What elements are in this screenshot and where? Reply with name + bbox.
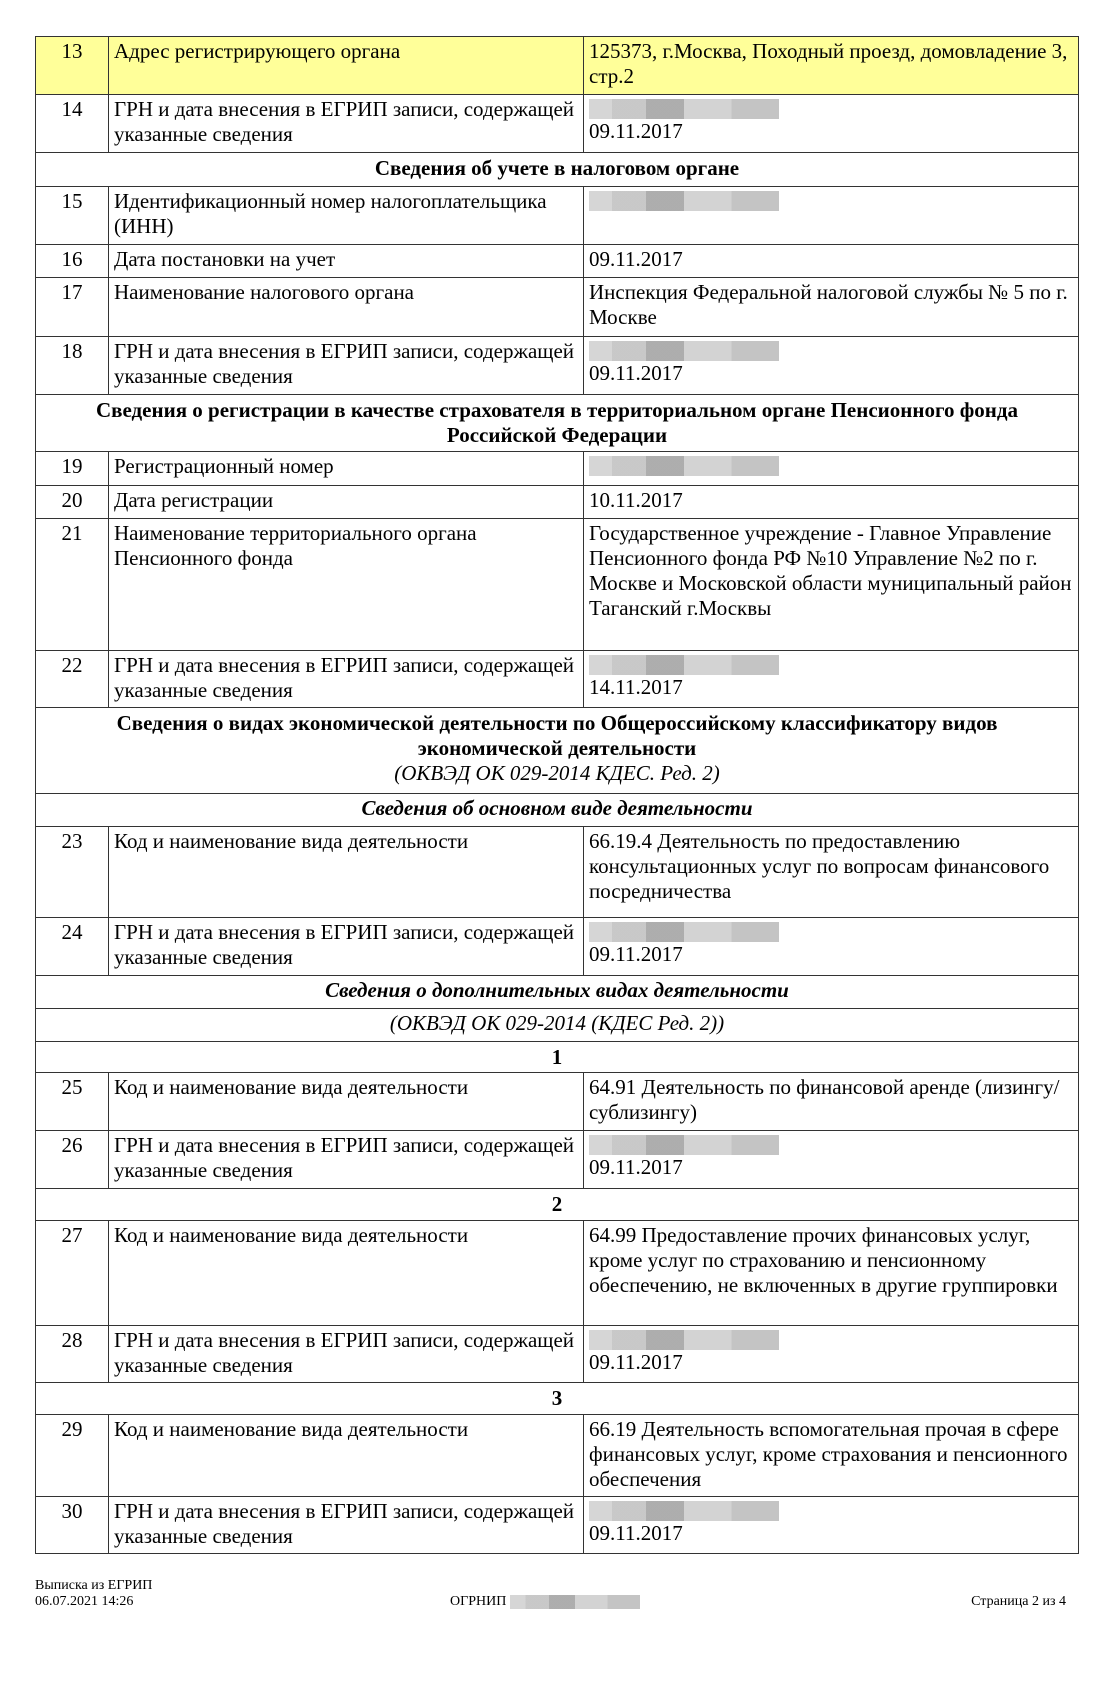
row-value-text: 09.11.2017 <box>589 1155 683 1179</box>
row-number: 14 <box>36 95 109 153</box>
row-value-text: 09.11.2017 <box>589 1350 683 1374</box>
row-label: Адрес регистрирующего органа <box>109 37 584 95</box>
row-number: 13 <box>36 37 109 95</box>
row-number: 30 <box>36 1497 109 1554</box>
row-value <box>584 1073 1079 1131</box>
section-header <box>36 1383 1079 1415</box>
row-value <box>584 187 1079 245</box>
table-row <box>36 1497 1079 1554</box>
table-row <box>36 245 1079 278</box>
row-label: Дата регистрации <box>109 486 584 519</box>
row-value <box>584 1497 1079 1554</box>
row-value <box>584 95 1079 153</box>
row-number: 17 <box>36 278 109 337</box>
row-number: 27 <box>36 1221 109 1326</box>
row-value-text: 125373, г.Москва, Походный проезд, домовладение 3, стр.2 <box>589 39 1068 88</box>
subsection-header <box>36 794 1079 827</box>
row-number: 26 <box>36 1131 109 1189</box>
ogrnip-label: ОГРНИП <box>450 1594 507 1609</box>
section-header <box>36 395 1079 452</box>
row-value-text: Государственное учреждение - Главное Управление Пенсионного фонда РФ №10 Управление №2 по г. Москве и Московской области муниципальный район Таганский г.Москвы <box>589 521 1072 620</box>
redacted-grn <box>589 1135 779 1155</box>
table-row <box>36 1221 1079 1326</box>
footer-ogrnip <box>450 1594 640 1610</box>
table-row <box>36 95 1079 153</box>
table-row <box>36 1131 1079 1189</box>
table-row <box>36 278 1079 337</box>
row-number: 28 <box>36 1326 109 1383</box>
section-title: 2 <box>551 1192 563 1216</box>
row-number: 15 <box>36 187 109 245</box>
row-value-text: 09.11.2017 <box>589 361 683 385</box>
footer-datetime: 06.07.2021 14:26 <box>35 1594 134 1609</box>
section-header <box>36 708 1079 794</box>
redacted-grn <box>589 655 779 675</box>
footer-page-number: Страница 2 из 4 <box>971 1594 1066 1609</box>
redacted-grn <box>589 922 779 942</box>
row-number: 19 <box>36 452 109 486</box>
table-row <box>36 651 1079 708</box>
row-number: 22 <box>36 651 109 708</box>
table-row <box>36 827 1079 918</box>
table-row <box>36 337 1079 395</box>
row-number: 20 <box>36 486 109 519</box>
section-title: 3 <box>551 1386 563 1410</box>
row-value <box>584 519 1079 651</box>
row-value <box>584 918 1079 976</box>
section-header <box>36 1042 1079 1073</box>
footer-doc-title: Выписка из ЕГРИП <box>35 1578 153 1593</box>
row-label: Регистрационный номер <box>109 452 584 486</box>
row-value <box>584 245 1079 278</box>
row-label: ГРН и дата внесения в ЕГРИП записи, содержащей указанные сведения <box>109 95 584 153</box>
row-label: Наименование территориального органа Пенсионного фонда <box>109 519 584 651</box>
row-label: Код и наименование вида деятельности <box>109 1073 584 1131</box>
subsection-header <box>36 976 1079 1009</box>
row-value <box>584 337 1079 395</box>
row-value <box>584 651 1079 708</box>
egrip-extract-table <box>35 36 1079 1554</box>
row-value <box>584 1415 1079 1497</box>
redacted-grn <box>589 99 779 119</box>
section-title: Сведения о видах экономической деятельности по Общероссийскому классификатору видов экономической деятельности <box>116 711 998 760</box>
section-title: (ОКВЭД ОК 029-2014 (КДЕС Ред. 2)) <box>389 1011 725 1035</box>
row-value-text: 66.19 Деятельность вспомогательная прочая в сфере финансовых услуг, кроме страхования и пенсионного обеспечения <box>589 1417 1068 1491</box>
table-row <box>36 918 1079 976</box>
table-row <box>36 519 1079 651</box>
row-value-text: 09.11.2017 <box>589 119 683 143</box>
section-title: Сведения об учете в налоговом органе <box>374 156 740 180</box>
redacted-grn <box>589 341 779 361</box>
row-value <box>584 486 1079 519</box>
row-value <box>584 1326 1079 1383</box>
row-label: Код и наименование вида деятельности <box>109 1415 584 1497</box>
italic-header <box>36 1009 1079 1042</box>
section-header <box>36 153 1079 187</box>
row-label: ГРН и дата внесения в ЕГРИП записи, содержащей указанные сведения <box>109 1326 584 1383</box>
row-label: Наименование налогового органа <box>109 278 584 337</box>
redacted-ogrnip <box>510 1595 640 1609</box>
row-number: 29 <box>36 1415 109 1497</box>
row-label: Код и наименование вида деятельности <box>109 1221 584 1326</box>
section-header <box>36 1189 1079 1221</box>
row-value-text: 10.11.2017 <box>589 488 683 512</box>
row-label: ГРН и дата внесения в ЕГРИП записи, содержащей указанные сведения <box>109 918 584 976</box>
row-value <box>584 278 1079 337</box>
row-value <box>584 37 1079 95</box>
row-value-text: 09.11.2017 <box>589 247 683 271</box>
section-title: 1 <box>551 1045 563 1069</box>
row-value-text: Инспекция Федеральной налоговой службы № 5 по г. Москве <box>589 280 1068 329</box>
row-number: 24 <box>36 918 109 976</box>
row-label: ГРН и дата внесения в ЕГРИП записи, содержащей указанные сведения <box>109 1131 584 1189</box>
row-value-text: 09.11.2017 <box>589 1521 683 1545</box>
row-value-text: 66.19.4 Деятельность по предоставлению консультационных услуг по вопросам финансового посредничества <box>589 829 1050 903</box>
row-number: 18 <box>36 337 109 395</box>
row-label: ГРН и дата внесения в ЕГРИП записи, содержащей указанные сведения <box>109 337 584 395</box>
table-row <box>36 1415 1079 1497</box>
row-number: 25 <box>36 1073 109 1131</box>
row-value <box>584 827 1079 918</box>
table-row <box>36 486 1079 519</box>
row-label: ГРН и дата внесения в ЕГРИП записи, содержащей указанные сведения <box>109 651 584 708</box>
row-label: Идентификационный номер налогоплательщика (ИНН) <box>109 187 584 245</box>
table-row <box>36 187 1079 245</box>
redacted-grn <box>589 1330 779 1350</box>
section-title: Сведения о регистрации в качестве страхователя в территориальном органе Пенсионного фонда Российской Федерации <box>96 398 1018 447</box>
row-label: Код и наименование вида деятельности <box>109 827 584 918</box>
row-value <box>584 1221 1079 1326</box>
row-value-text: 09.11.2017 <box>589 942 683 966</box>
redacted-grn <box>589 191 779 211</box>
row-value <box>584 1131 1079 1189</box>
redacted-grn <box>589 456 779 476</box>
row-value-text: 64.91 Деятельность по финансовой аренде (лизингу/сублизингу) <box>589 1075 1060 1124</box>
redacted-grn <box>589 1501 779 1521</box>
row-label: ГРН и дата внесения в ЕГРИП записи, содержащей указанные сведения <box>109 1497 584 1554</box>
table-row <box>36 452 1079 486</box>
footer-left <box>35 1578 152 1610</box>
row-number: 21 <box>36 519 109 651</box>
table-row <box>36 1326 1079 1383</box>
section-subtitle: (ОКВЭД ОК 029-2014 КДЕС. Ред. 2) <box>394 761 720 785</box>
row-value <box>584 452 1079 486</box>
table-row <box>36 1073 1079 1131</box>
row-value-text: 14.11.2017 <box>589 675 683 699</box>
row-number: 16 <box>36 245 109 278</box>
section-title: Сведения о дополнительных видах деятельности <box>325 978 789 1002</box>
table-row <box>36 37 1079 95</box>
section-title: Сведения об основном виде деятельности <box>361 796 753 820</box>
row-number: 23 <box>36 827 109 918</box>
row-label: Дата постановки на учет <box>109 245 584 278</box>
row-value-text: 64.99 Предоставление прочих финансовых услуг, кроме услуг по страхованию и пенсионному обеспечению, не включенных в другие группировки <box>589 1223 1058 1297</box>
